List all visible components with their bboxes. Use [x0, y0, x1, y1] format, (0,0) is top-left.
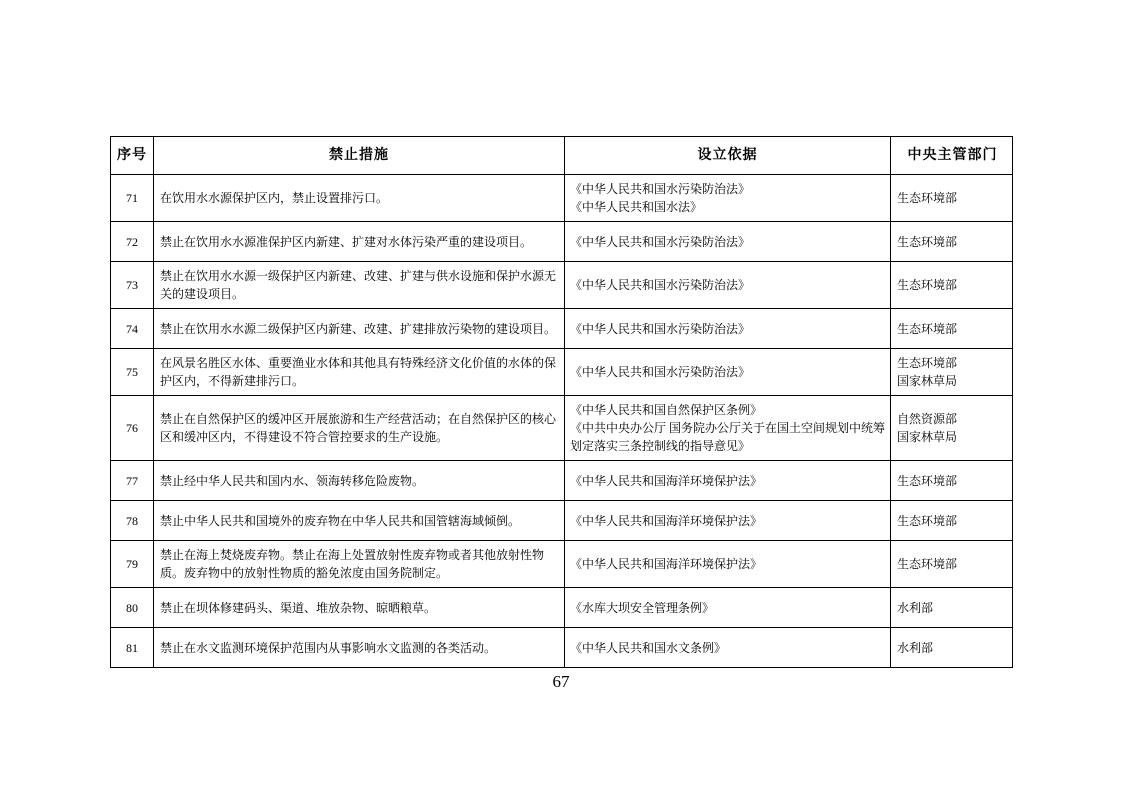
prohibited-measure-cell: 禁止在海上焚烧废弃物。禁止在海上处置放射性废弃物或者其他放射性物质。废弃物中的放射性物质的豁免浓度由国务院制定。: [153, 541, 564, 587]
serial-number-cell: 73: [126, 278, 138, 292]
legal-basis-cell: [564, 396, 890, 460]
central-department-cell: [890, 222, 1014, 261]
legal-basis-line: 《水库大坝安全管理条例》: [570, 600, 715, 615]
legal-basis-line: 《中共中央办公厅 国务院办公厅关于在国土空间规划中统筹划定落实三条控制线的指导意见》: [570, 421, 886, 453]
legal-basis-cell: [564, 588, 890, 627]
central-department-cell: [890, 309, 1014, 348]
legal-basis-cell: [564, 349, 890, 395]
department-line: 生态环境部: [897, 278, 958, 292]
table-row: [111, 308, 1012, 348]
department-line: 生态环境部: [897, 234, 958, 249]
serial-number-cell: 72: [126, 234, 138, 249]
table-row: [111, 348, 1012, 395]
department-line: 生态环境部: [897, 557, 958, 571]
prohibited-measure-cell: 禁止中华人民共和国境外的废弃物在中华人民共和国管辖海域倾倒。: [153, 501, 564, 540]
prohibited-measure-cell: 在风景名胜区水体、重要渔业水体和其他具有特殊经济文化价值的水体的保护区内，不得新建排污口。: [153, 349, 564, 395]
legal-basis-line: 《中华人民共和国水污染防治法》: [570, 321, 751, 336]
central-department-cell: [890, 628, 1014, 667]
legal-basis-line: 《中华人民共和国水法》: [570, 200, 703, 214]
serial-number-cell: 75: [126, 365, 138, 379]
central-department-cell: [890, 461, 1014, 500]
prohibited-measure-cell: 禁止在自然保护区的缓冲区开展旅游和生产经营活动；在自然保护区的核心区和缓冲区内，不得建设不符合管控要求的生产设施。: [153, 396, 564, 460]
prohibited-measure-cell: 禁止经中华人民共和国内水、领海转移危险废物。: [153, 461, 564, 500]
legal-basis-cell: [564, 222, 890, 261]
table-row: [111, 460, 1012, 500]
department-line: 生态环境部: [897, 191, 958, 205]
column-header-serial-no: 序号: [117, 147, 147, 163]
prohibited-measure-cell: 禁止在饮用水水源一级保护区内新建、改建、扩建与供水设施和保护水源无关的建设项目。: [153, 262, 564, 308]
serial-number-cell: 74: [126, 321, 138, 336]
legal-basis-line: 《中华人民共和国水污染防治法》: [570, 182, 751, 196]
legal-basis-cell: [564, 461, 890, 500]
legal-basis-cell: [564, 628, 890, 667]
legal-basis-cell: [564, 262, 890, 308]
legal-basis-cell: [564, 175, 890, 221]
serial-number-cell: 76: [126, 421, 138, 435]
serial-number-cell: 80: [126, 600, 138, 615]
table-row: [111, 627, 1012, 667]
central-department-cell: [890, 349, 1014, 395]
table-body: [111, 174, 1012, 667]
serial-number-cell: 77: [126, 473, 138, 488]
table-row: [111, 540, 1012, 587]
column-header-prohibited-measure: 禁止措施: [153, 137, 564, 174]
department-line: 自然资源部: [897, 412, 958, 426]
table-row: [111, 500, 1012, 540]
serial-number-cell: 78: [126, 513, 138, 528]
legal-basis-line: 《中华人民共和国水污染防治法》: [570, 234, 751, 249]
legal-basis-line: 《中华人民共和国海洋环境保护法》: [570, 513, 763, 528]
legal-basis-cell: [564, 501, 890, 540]
table-row: [111, 587, 1012, 627]
central-department-cell: [890, 588, 1014, 627]
prohibited-measure-cell: 在饮用水水源保护区内，禁止设置排污口。: [153, 175, 564, 221]
serial-number-cell: 79: [126, 557, 138, 571]
legal-basis-line: 《中华人民共和国水文条例》: [570, 640, 727, 655]
page-number: 67: [552, 672, 570, 691]
central-department-cell: [890, 175, 1014, 221]
legal-basis-line: 《中华人民共和国海洋环境保护法》: [570, 473, 763, 488]
department-line: 生态环境部: [897, 473, 958, 488]
prohibited-measure-cell: 禁止在饮用水水源准保护区内新建、扩建对水体污染严重的建设项目。: [153, 222, 564, 261]
central-department-cell: [890, 501, 1014, 540]
prohibited-measure-cell: 禁止在坝体修建码头、渠道、堆放杂物、晾晒粮草。: [153, 588, 564, 627]
legal-basis-line: 《中华人民共和国自然保护区条例》: [570, 403, 763, 417]
central-department-cell: [890, 262, 1014, 308]
department-line: 水利部: [897, 640, 934, 655]
column-header-central-department: 中央主管部门: [890, 137, 1014, 174]
prohibited-measure-cell: 禁止在水文监测环境保护范围内从事影响水文监测的各类活动。: [153, 628, 564, 667]
legal-basis-cell: [564, 541, 890, 587]
department-line: 生态环境部: [897, 513, 958, 528]
legal-basis-line: 《中华人民共和国水污染防治法》: [570, 365, 751, 379]
serial-number-cell: 81: [126, 640, 138, 655]
serial-number-cell: 71: [126, 191, 138, 205]
table-row: [111, 174, 1012, 221]
column-header-legal-basis: 设立依据: [564, 137, 890, 174]
department-line: 国家林草局: [897, 374, 958, 388]
legal-basis-line: 《中华人民共和国海洋环境保护法》: [570, 557, 763, 571]
department-line: 生态环境部: [897, 321, 958, 336]
table-row: [111, 221, 1012, 261]
legal-basis-cell: [564, 309, 890, 348]
central-department-cell: [890, 541, 1014, 587]
table-row: [111, 395, 1012, 460]
legal-basis-line: 《中华人民共和国水污染防治法》: [570, 278, 751, 292]
prohibited-measure-cell: 禁止在饮用水水源二级保护区内新建、改建、扩建排放污染物的建设项目。: [153, 309, 564, 348]
table-header-row: [111, 137, 1012, 174]
central-department-cell: [890, 396, 1014, 460]
department-line: 国家林草局: [897, 430, 958, 444]
department-line: 水利部: [897, 600, 934, 615]
department-line: 生态环境部: [897, 356, 958, 370]
prohibition-measures-table: [110, 136, 1013, 668]
table-row: [111, 261, 1012, 308]
